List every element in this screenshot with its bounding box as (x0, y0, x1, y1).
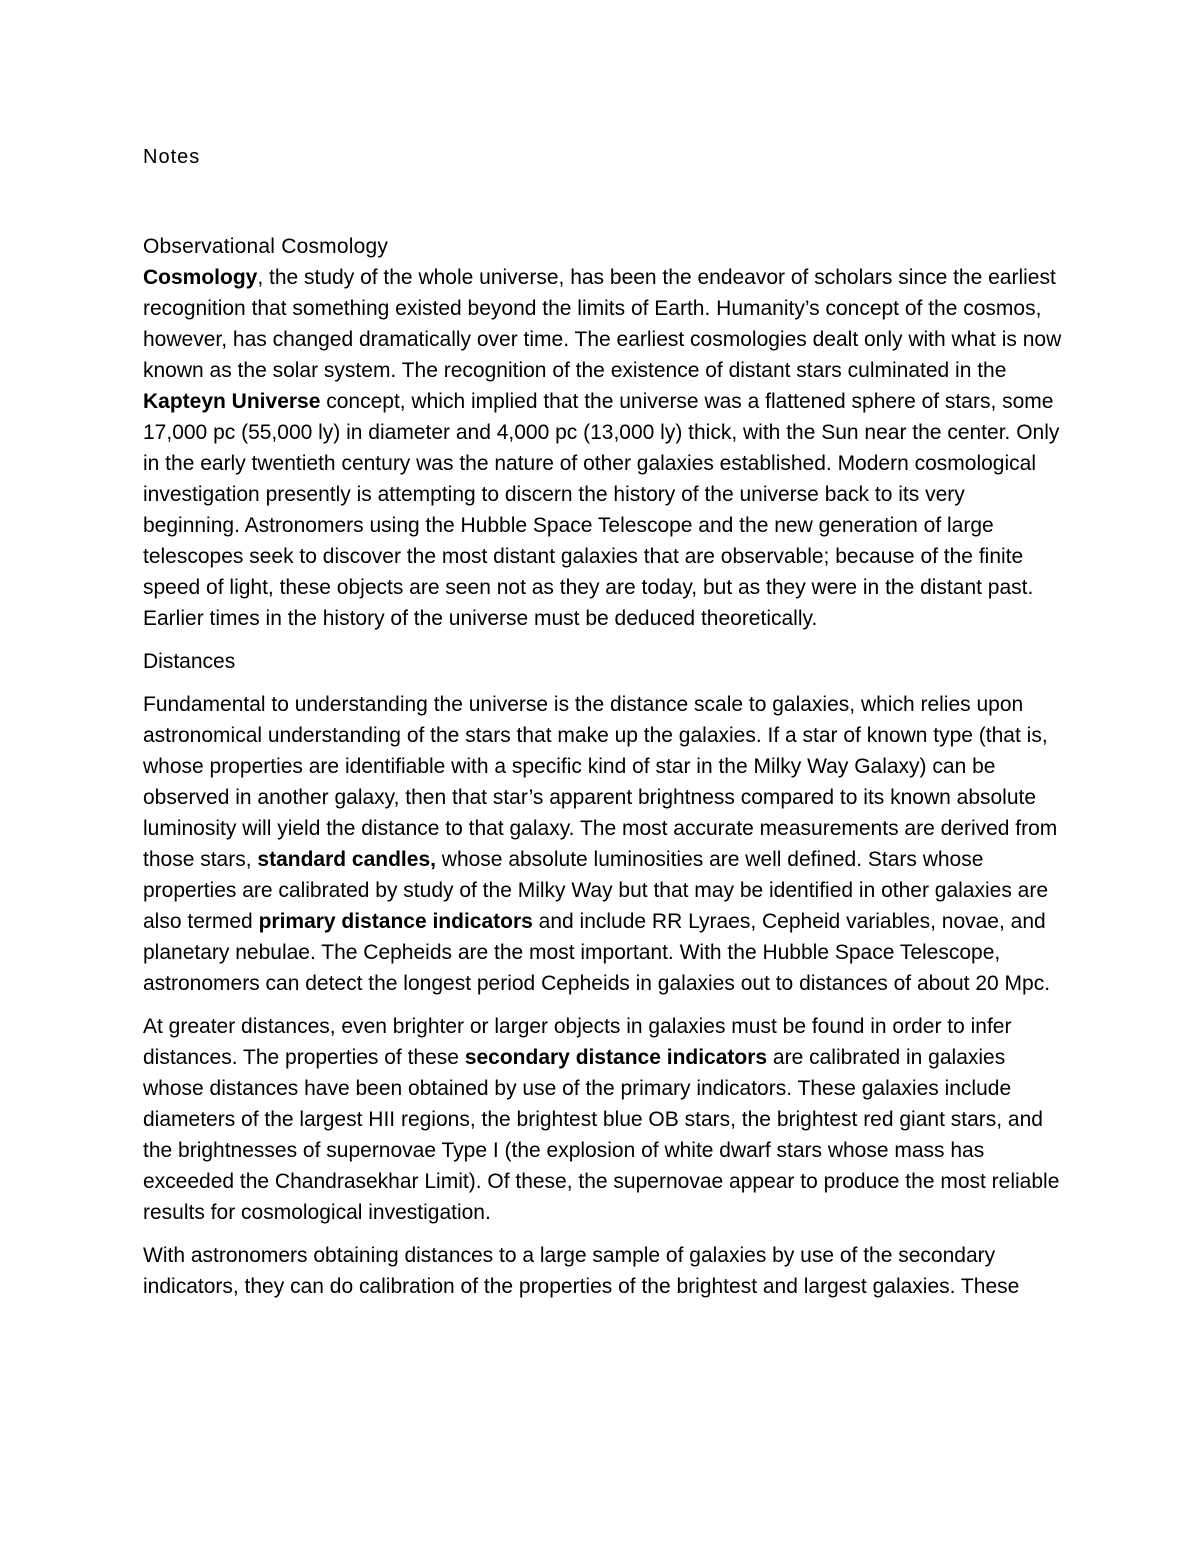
paragraph-text: whose absolute luminosities are well defined. Stars whose properties are calibrated by study of the Milky Way but that may be identified in other galaxies are also termed (143, 848, 1049, 933)
paragraph-text: , the study of the whole universe, has been the endeavor of scholars since the earliest recognition that something existed beyond the limits of Earth. Humanity’s concept of the cosmos, however, has changed dramatically over time. The earliest cosmologies dealt only with what is now known as the solar system. The recognition of the existence of distant stars culminated in the (143, 266, 1062, 382)
paragraph-secondary-indicators (143, 1011, 1063, 1228)
notes-label: Notes (143, 146, 201, 168)
document-body (143, 231, 1063, 1302)
paragraph-calibration: With astronomers obtaining distances to a large sample of galaxies by use of the secondary indicators, they can do calibration of the properties of the brightest and largest galaxies. These (143, 1244, 1020, 1298)
term-cosmology: Cosmology (143, 266, 258, 289)
paragraph-cosmology (143, 262, 1063, 634)
paragraph-text: concept, which implied that the universe was a flattened sphere of stars, some 17,000 pc (55,000 ly) in diameter and 4,000 pc (13,000 ly) thick, with the Sun near the center. Only in the early twentieth century was the nature of other galaxies established. Modern cosmological investigation presently is attempting to discern the history of the universe back to its very beginning. Astronomers using the Hubble Space Telescope and the new generation of large telescopes seek to discover the most distant galaxies that are observable; because of the finite speed of light, these objects are seen not as they are today, but as they were in the distant past. Earlier times in the history of the universe must be deduced theoretically. (143, 390, 1060, 630)
term-kapteyn-universe: Kapteyn Universe (143, 390, 321, 413)
term-primary-distance-indicators: primary distance indicators (258, 910, 533, 933)
paragraph-text: are calibrated in galaxies whose distances have been obtained by use of the primary indicators. These galaxies include diameters of the largest HII regions, the brightest blue OB stars, the brightest red giant stars, and the brightnesses of supernovae Type I (the explosion of white dwarf stars whose mass has exceeded the Chandrasekhar Limit). Of these, the supernovae appear to produce the most reliable results for cosmological investigation. (143, 1046, 1060, 1224)
paragraph-text: At greater distances, even brighter or larger objects in galaxies must be found in order to infer distances. The properties of these (143, 1015, 1012, 1069)
paragraph-distance-scale (143, 689, 1063, 999)
term-secondary-distance-indicators: secondary distance indicators (464, 1046, 768, 1069)
paragraph-text: Fundamental to understanding the universe is the distance scale to galaxies, which relies upon astronomical understanding of the stars that make up the galaxies. If a star of known type (that is, whose properties are identifiable with a specific kind of star in the Milky Way Galaxy) can be observed in another galaxy, then that star’s apparent brightness compared to its known absolute luminosity will yield the distance to that galaxy. The most accurate measurements are derived from those stars, (143, 693, 1058, 871)
term-standard-candles: standard candles, (257, 848, 436, 871)
section-title: Observational Cosmology (143, 235, 389, 258)
paragraph-text: and include RR Lyraes, Cepheid variables, novae, and planetary nebulae. The Cepheids are the most important. With the Hubble Space Telescope, astronomers can detect the longest period Cepheids in galaxies out to distances of about 20 Mpc. (143, 910, 1051, 995)
heading-distances: Distances (143, 650, 236, 673)
